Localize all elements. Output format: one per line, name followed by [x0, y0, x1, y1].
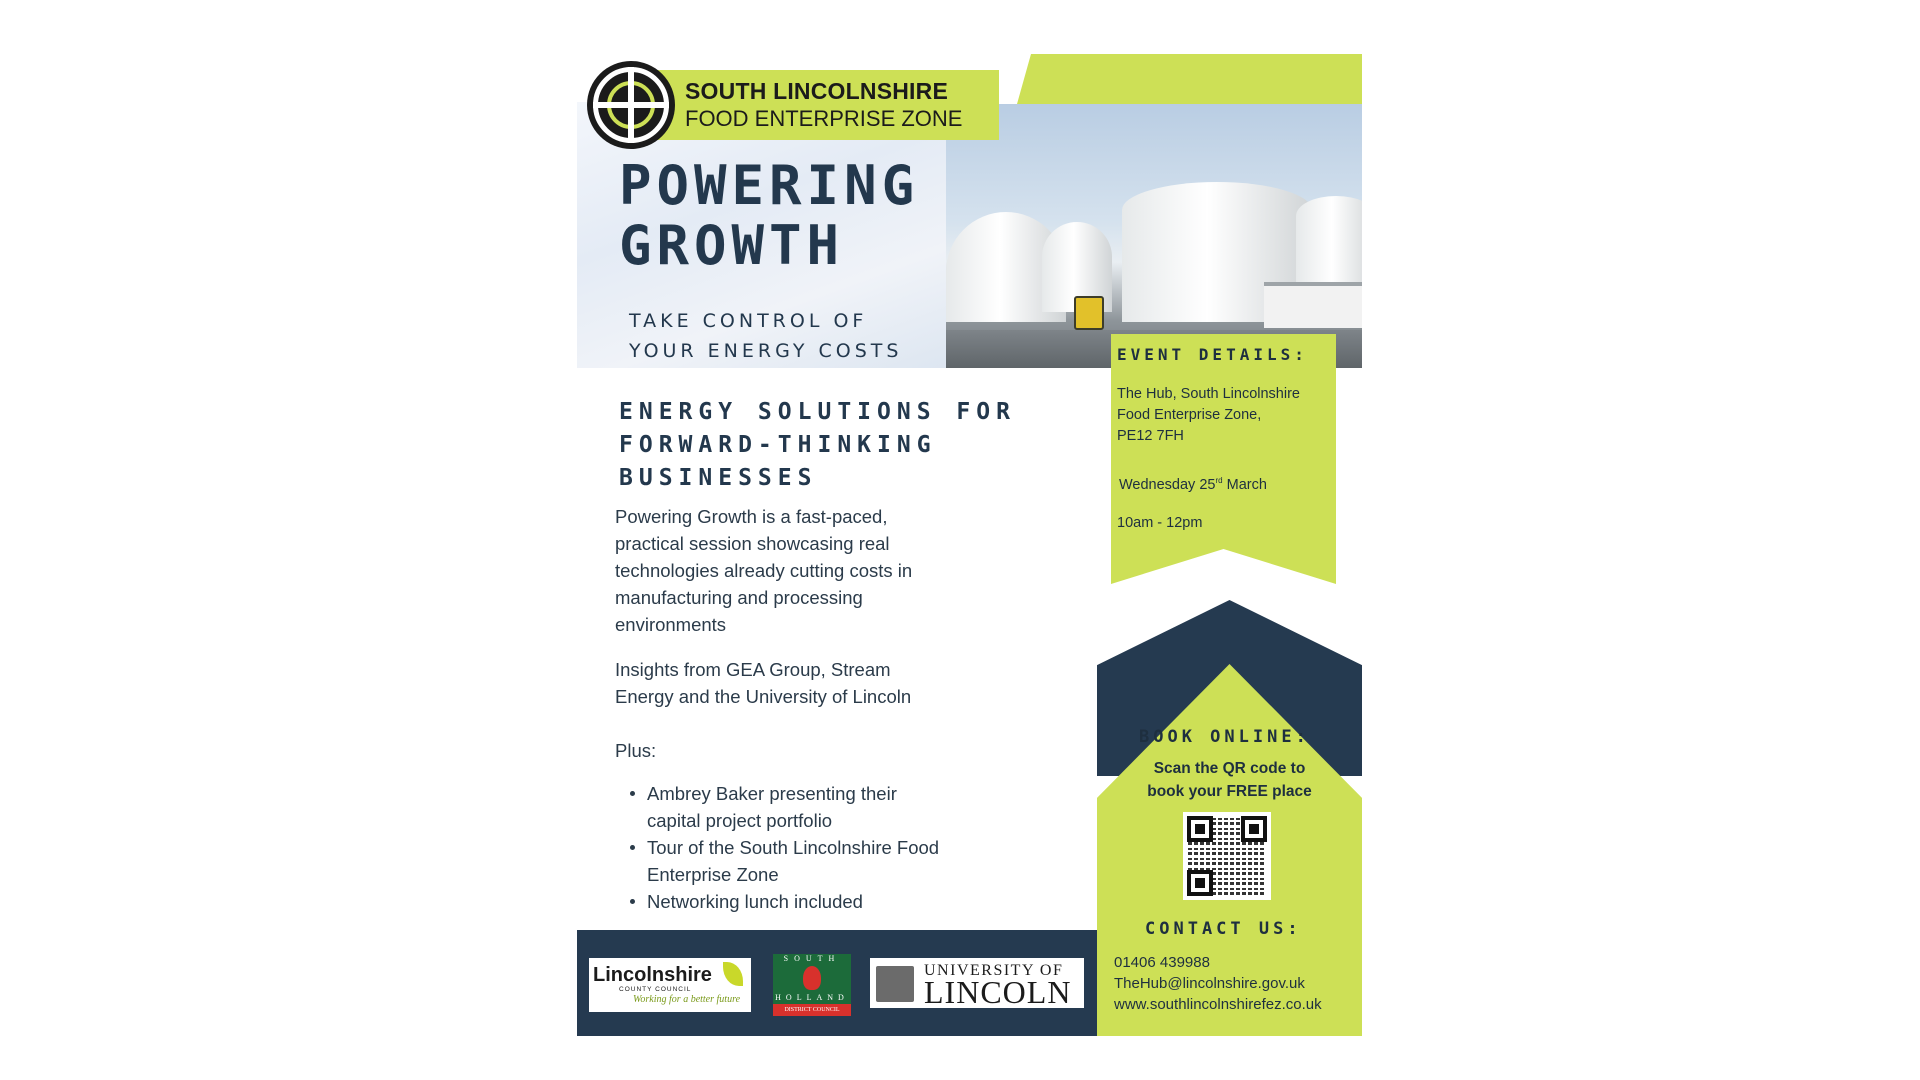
lcc-logo-subtitle: COUNTY COUNCIL: [619, 986, 692, 993]
shdc-logo-top: SOUTH: [773, 954, 851, 964]
intro-line: environments: [615, 614, 727, 635]
south-holland-district-council-logo: [773, 954, 851, 1016]
shdc-logo-foot: DISTRICT COUNCIL: [773, 1004, 851, 1016]
hero-subtitle-line1: TAKE CONTROL OF: [629, 310, 868, 332]
event-date-month: March: [1222, 476, 1267, 493]
lcc-logo-name: Lincolnshire: [593, 964, 712, 986]
contact-phone[interactable]: 01406 439988: [1114, 954, 1210, 971]
event-address-line2: Food Enterprise Zone,: [1117, 407, 1262, 423]
plus-label: Plus:: [615, 740, 657, 761]
highlights-list: [615, 780, 939, 915]
hero-title-line1: POWERING: [619, 154, 920, 217]
event-details-heading: EVENT DETAILS:: [1117, 345, 1308, 364]
uol-logo-main: LINCOLN: [924, 974, 1072, 1010]
intro-paragraph: [615, 503, 912, 638]
logo-title: SOUTH LINCOLNSHIRE: [685, 78, 948, 104]
intro-line: technologies already cutting costs in: [615, 560, 913, 581]
list-item-line: Tour of the South Lincolnshire Food: [647, 837, 940, 858]
contact-heading: CONTACT US:: [1145, 919, 1302, 939]
event-address: [1117, 384, 1300, 447]
list-item-line: Networking lunch included: [647, 891, 863, 912]
insights-line: Insights from GEA Group, Stream: [615, 659, 891, 680]
contact-details: [1114, 952, 1322, 1015]
shdc-logo-bottom: HOLLAND: [773, 992, 851, 1004]
biogas-plant-photo: [946, 104, 1362, 368]
event-time: 10am - 12pm: [1117, 515, 1203, 531]
top-green-banner: [1017, 54, 1362, 104]
logo-subtitle: FOOD ENTERPRISE ZONE: [685, 106, 963, 131]
intro-line: manufacturing and processing: [615, 587, 863, 608]
event-date-ordinal: rd: [1215, 476, 1223, 485]
university-of-lincoln-logo: [870, 958, 1084, 1008]
list-item: [615, 888, 939, 915]
uol-logo-top: UNIVERSITY OF: [924, 962, 1064, 979]
list-item-line: capital project portfolio: [647, 810, 833, 831]
yellow-truck: [1074, 296, 1104, 330]
list-item: [615, 780, 939, 834]
event-address-line1: The Hub, South Lincolnshire: [1117, 386, 1300, 402]
hero-subtitle: [629, 306, 902, 366]
event-date-day: Wednesday 25: [1119, 476, 1216, 493]
section-heading-line1: ENERGY SOLUTIONS FOR: [619, 399, 1016, 425]
lincolnshire-county-council-logo: [589, 958, 751, 1012]
qr-finder-top-right: [1241, 816, 1267, 842]
university-crest-icon: [876, 966, 914, 1002]
hero-title: [619, 156, 919, 276]
site-building: [1264, 282, 1362, 328]
event-date: [1119, 470, 1267, 496]
intro-line: Powering Growth is a fast-paced,: [615, 506, 888, 527]
hero-subtitle-line2: YOUR ENERGY COSTS: [629, 340, 903, 362]
contact-website[interactable]: www.southlincolnshirefez.co.uk: [1114, 996, 1322, 1013]
event-address-line3: PE12 7FH: [1117, 428, 1184, 444]
tulip-icon: [803, 966, 821, 990]
list-item: [615, 834, 939, 888]
partner-logos-footer: [577, 930, 1097, 1036]
book-online-line: book your FREE place: [1147, 783, 1312, 800]
section-heading: [619, 396, 1016, 495]
insights-paragraph: [615, 656, 911, 710]
qr-finder-top-left: [1187, 816, 1213, 842]
insights-line: Energy and the University of Lincoln: [615, 686, 912, 707]
list-item-line: Enterprise Zone: [647, 864, 779, 885]
qr-code-icon[interactable]: [1183, 812, 1271, 900]
banner-cut-corner: [1017, 54, 1031, 104]
book-online-instructions: [1097, 757, 1362, 803]
hero-title-line2: GROWTH: [619, 214, 845, 277]
lcc-leaf-icon: [723, 962, 743, 986]
event-details-ribbon: [1111, 334, 1336, 584]
section-heading-line2: FORWARD-THINKING: [619, 432, 937, 458]
intro-line: practical session showcasing real: [615, 533, 890, 554]
book-online-line: Scan the QR code to: [1153, 760, 1306, 777]
lcc-logo-tagline: Working for a better future: [633, 994, 741, 1005]
logo-crosshair-horizontal: [593, 102, 669, 108]
section-heading-line3: BUSINESSES: [619, 465, 818, 491]
event-flyer: [577, 54, 1362, 1036]
qr-finder-bottom-left: [1187, 870, 1213, 896]
list-item-line: Ambrey Baker presenting their: [647, 783, 897, 804]
fez-target-logo-icon: [587, 61, 675, 149]
book-online-heading: BOOK ONLINE:: [1139, 727, 1310, 747]
contact-email[interactable]: TheHub@lincolnshire.gov.uk: [1114, 975, 1305, 992]
